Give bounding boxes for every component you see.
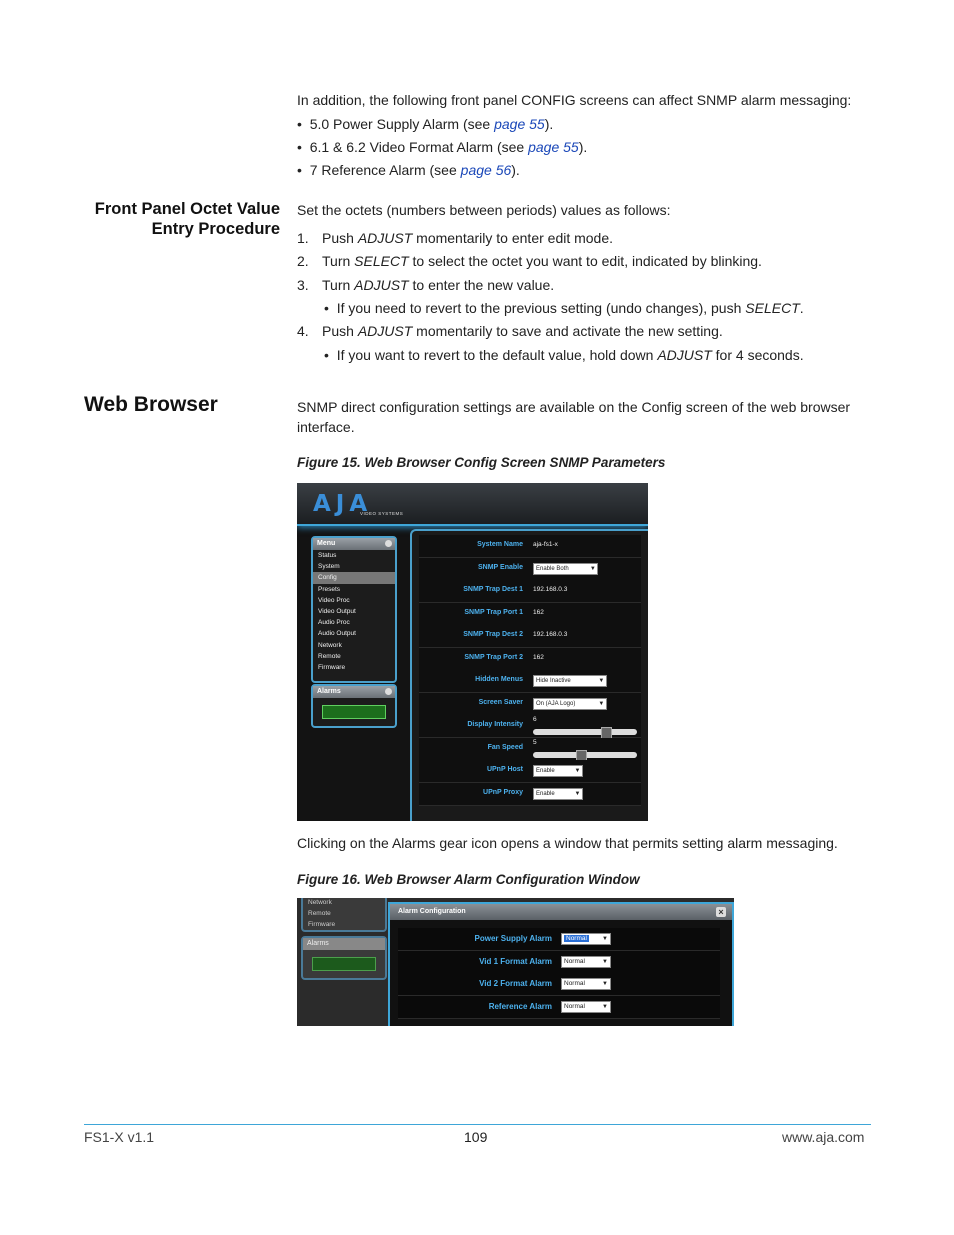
intro-text: In addition, the following front panel CONFIG screens can affect SNMP alarm messaging: xyxy=(297,92,852,108)
figure16-caption: Figure 16. Web Browser Alarm Configuration Window xyxy=(297,872,640,887)
footer-website: www.aja.com xyxy=(782,1129,865,1145)
param-row xyxy=(419,783,641,806)
bullet-dot: • xyxy=(297,116,310,132)
param-row xyxy=(419,738,641,761)
select-value: Normal xyxy=(566,935,587,942)
step-number: 3. xyxy=(297,277,309,293)
bullet-text: 5.0 Power Supply Alarm (see xyxy=(309,116,495,132)
menu-item-network[interactable]: Network xyxy=(318,641,342,649)
snmp-trap-dest-1-value[interactable]: 192.168.0.3 xyxy=(533,586,568,593)
snmp-trap-port-1-value[interactable]: 162 xyxy=(533,608,544,616)
bullet-dot: • xyxy=(324,300,337,316)
sub-post: . xyxy=(799,300,804,316)
menu-item-video-proc[interactable]: Video Proc xyxy=(318,596,350,604)
snmp-trap-dest-2-value[interactable]: 192.168.0.3 xyxy=(533,631,568,638)
fig16-alarms-panel xyxy=(301,936,387,980)
footer-divider xyxy=(84,1124,871,1125)
fig15-menu-panel xyxy=(311,536,397,683)
fig16-menu-panel xyxy=(301,898,387,932)
fig15-alarms-title xyxy=(313,686,395,698)
chevron-down-icon: ▼ xyxy=(598,678,605,684)
select-value: Enable xyxy=(536,790,555,797)
step-number: 4. xyxy=(297,323,309,339)
figure15-caption: Figure 15. Web Browser Config Screen SNMP Parameters xyxy=(297,455,666,470)
bullet-dot: • xyxy=(297,139,310,155)
intro-bullet xyxy=(297,160,520,180)
step-text xyxy=(322,228,613,248)
param-label: SNMP Trap Port 1 xyxy=(464,608,523,616)
param-label: Fan Speed xyxy=(487,743,523,751)
alarm-label: Power Supply Alarm xyxy=(474,934,552,943)
step-text xyxy=(322,251,762,271)
figure15-screenshot xyxy=(297,483,648,821)
step-emphasis: ADJUST xyxy=(357,323,413,339)
gear-icon[interactable] xyxy=(385,688,392,695)
param-row xyxy=(419,670,641,693)
param-label: Display Intensity xyxy=(467,721,523,728)
alarm-row xyxy=(398,928,720,951)
alarm-row xyxy=(398,996,720,1019)
step-pre: Turn xyxy=(322,277,355,293)
fig15-menu-items xyxy=(313,550,395,673)
step-pre: Turn xyxy=(322,253,355,269)
menu-item-presets[interactable]: Presets xyxy=(318,585,341,593)
fan-speed-value: 5 xyxy=(533,738,537,746)
alarm-level-select[interactable] xyxy=(561,1001,611,1013)
fig15-header xyxy=(297,483,648,526)
step-number: 2. xyxy=(297,253,309,269)
fig15-alarms-title-label: Alarms xyxy=(317,688,341,695)
param-row xyxy=(419,715,641,738)
menu-item-remote[interactable]: Remote xyxy=(308,910,331,917)
close-icon[interactable]: × xyxy=(716,907,726,917)
param-row xyxy=(419,580,641,603)
select-value: Enable Both xyxy=(536,565,569,572)
bullet-end: ). xyxy=(544,116,554,132)
step-emphasis: ADJUST xyxy=(357,230,413,246)
fig15-alarms-panel xyxy=(311,684,397,728)
fig15-config-panel xyxy=(410,529,648,821)
param-row xyxy=(419,625,641,648)
step-post: momentarily to enter edit mode. xyxy=(412,230,614,246)
step-post: to select the octet you want to edit, indicated by blinking. xyxy=(408,253,762,269)
collapse-icon[interactable] xyxy=(385,540,392,547)
menu-item-system[interactable]: System xyxy=(318,563,340,571)
alarm-row xyxy=(398,951,720,974)
alarm-label: Reference Alarm xyxy=(488,1001,552,1011)
intro-bullet xyxy=(297,114,553,134)
fig16-alarms-title: Alarms xyxy=(303,938,385,950)
snmp-trap-port-2-value[interactable]: 162 xyxy=(533,653,544,661)
aja-logo: AJA xyxy=(313,491,373,517)
octet-heading xyxy=(60,199,280,239)
bullet-text: 6.1 & 6.2 Video Format Alarm (see xyxy=(309,139,529,155)
octet-intro: Set the octets (numbers between periods) values as follows: xyxy=(297,202,671,218)
select-value: On (AJA Logo) xyxy=(536,700,576,707)
step-sub-bullet xyxy=(324,345,804,365)
alarm-level-select[interactable] xyxy=(561,956,611,968)
param-label: Screen Saver xyxy=(478,698,523,706)
page-link[interactable]: page 55 xyxy=(494,116,545,132)
snmp-enable-select[interactable] xyxy=(533,563,598,575)
param-label: UPnP Proxy xyxy=(483,788,523,796)
sub-emphasis: ADJUST xyxy=(657,347,712,363)
step-text xyxy=(322,321,723,341)
menu-item-config[interactable]: Config xyxy=(313,572,395,583)
sub-pre: If you need to revert to the previous setting (undo changes), push xyxy=(336,300,746,316)
param-label: Hidden Menus xyxy=(475,676,523,683)
chevron-down-icon: ▼ xyxy=(589,565,596,572)
bullet-dot: • xyxy=(297,162,310,178)
select-value: Normal xyxy=(564,1002,585,1010)
aja-logo-subtitle: VIDEO SYSTEMS xyxy=(360,511,404,516)
param-label: System Name xyxy=(477,541,523,548)
hidden-menus-select[interactable] xyxy=(533,675,607,687)
menu-item-network[interactable]: Network xyxy=(308,899,332,906)
menu-item-audio-proc[interactable]: Audio Proc xyxy=(318,619,350,627)
menu-item-firmware[interactable]: Firmware xyxy=(318,663,346,671)
chevron-down-icon: ▼ xyxy=(602,958,608,965)
select-value: Normal xyxy=(564,957,585,965)
fig15-menu-title-label: Menu xyxy=(317,540,336,547)
step-post: to enter the new value. xyxy=(408,277,555,293)
after-figure15-text: Clicking on the Alarms gear icon opens a window that permits setting alarm messaging. xyxy=(297,835,838,851)
page-link[interactable]: page 56 xyxy=(460,162,512,178)
step-text xyxy=(322,275,554,295)
intro-bullet xyxy=(297,137,587,157)
step-post: momentarily to save and activate the new setting. xyxy=(412,323,723,339)
alarm-label: Vid 2 Format Alarm xyxy=(479,979,552,988)
alarm-label: Vid 1 Format Alarm xyxy=(479,956,552,966)
param-row xyxy=(419,693,641,716)
alarm-row xyxy=(398,973,720,996)
alarm-level-select[interactable] xyxy=(561,978,611,990)
bullet-end: ). xyxy=(511,162,520,178)
step-pre: Push xyxy=(322,230,358,246)
chevron-down-icon: ▼ xyxy=(574,768,581,774)
octet-heading-line2: Entry Procedure xyxy=(151,220,280,238)
upnp-proxy-select[interactable] xyxy=(533,788,583,800)
param-row xyxy=(419,648,641,671)
upnp-host-select[interactable] xyxy=(533,765,583,777)
chevron-down-icon: ▼ xyxy=(602,1003,608,1010)
sub-post: for 4 seconds. xyxy=(711,347,804,363)
menu-item-remote[interactable]: Remote xyxy=(318,652,341,660)
system-name-value[interactable]: aja-fs1-x xyxy=(533,541,558,548)
alarm-config-dialog xyxy=(388,902,734,1026)
figure16-screenshot xyxy=(297,898,734,1026)
bullet-dot: • xyxy=(324,347,337,363)
footer-page-number: 109 xyxy=(464,1129,488,1145)
screen-saver-select[interactable] xyxy=(533,698,607,710)
param-label: UPnP Host xyxy=(486,766,523,773)
step-pre: Push xyxy=(322,323,358,339)
param-row xyxy=(419,760,641,783)
bullet-end: ). xyxy=(578,139,588,155)
param-label: SNMP Trap Dest 2 xyxy=(463,631,523,638)
sub-emphasis: SELECT xyxy=(745,300,800,316)
fig16-alarm-status-button[interactable] xyxy=(312,957,376,971)
web-browser-heading: Web Browser xyxy=(84,393,218,416)
menu-item-firmware[interactable]: Firmware xyxy=(308,921,336,928)
web-browser-para: SNMP direct configuration settings are available on the Config screen of the web browser interface. xyxy=(297,399,851,435)
alarm-level-select[interactable] xyxy=(561,933,611,945)
select-value: Enable xyxy=(536,768,555,774)
display-intensity-value: 6 xyxy=(533,716,537,723)
chevron-down-icon: ▼ xyxy=(602,936,608,942)
display-intensity-slider[interactable] xyxy=(533,729,637,735)
select-value: Hide Inactive xyxy=(536,678,571,684)
select-value: Normal xyxy=(564,980,585,987)
page-link[interactable]: page 55 xyxy=(528,139,579,155)
chevron-down-icon: ▼ xyxy=(574,790,581,797)
param-row xyxy=(419,558,641,581)
octet-heading-line1: Front Panel Octet Value xyxy=(94,200,280,218)
alarm-status-button[interactable] xyxy=(322,705,386,719)
step-number: 1. xyxy=(297,230,309,246)
chevron-down-icon: ▼ xyxy=(598,700,605,707)
bullet-text: 7 Reference Alarm (see xyxy=(309,162,461,178)
alarm-config-title: Alarm Configuration xyxy=(398,908,466,915)
param-row xyxy=(419,603,641,626)
sub-pre: If you want to revert to the default value, hold down xyxy=(336,347,658,363)
menu-item-status[interactable]: Status xyxy=(318,552,337,559)
param-label: SNMP Trap Dest 1 xyxy=(463,586,523,593)
menu-item-video-output[interactable]: Video Output xyxy=(318,607,356,615)
fig15-menu-title xyxy=(313,538,395,550)
step-emphasis: SELECT xyxy=(354,253,409,269)
fan-speed-slider[interactable] xyxy=(533,752,637,758)
footer-doc-version: FS1-X v1.1 xyxy=(84,1129,155,1145)
param-row xyxy=(419,535,641,558)
step-sub-bullet xyxy=(324,298,804,318)
step-emphasis: ADJUST xyxy=(354,277,409,293)
param-label: SNMP Enable xyxy=(478,563,523,571)
chevron-down-icon: ▼ xyxy=(602,981,608,987)
menu-item-audio-output[interactable]: Audio Output xyxy=(318,630,356,638)
alarm-config-title-bar xyxy=(390,904,732,920)
param-label: SNMP Trap Port 2 xyxy=(464,653,523,661)
